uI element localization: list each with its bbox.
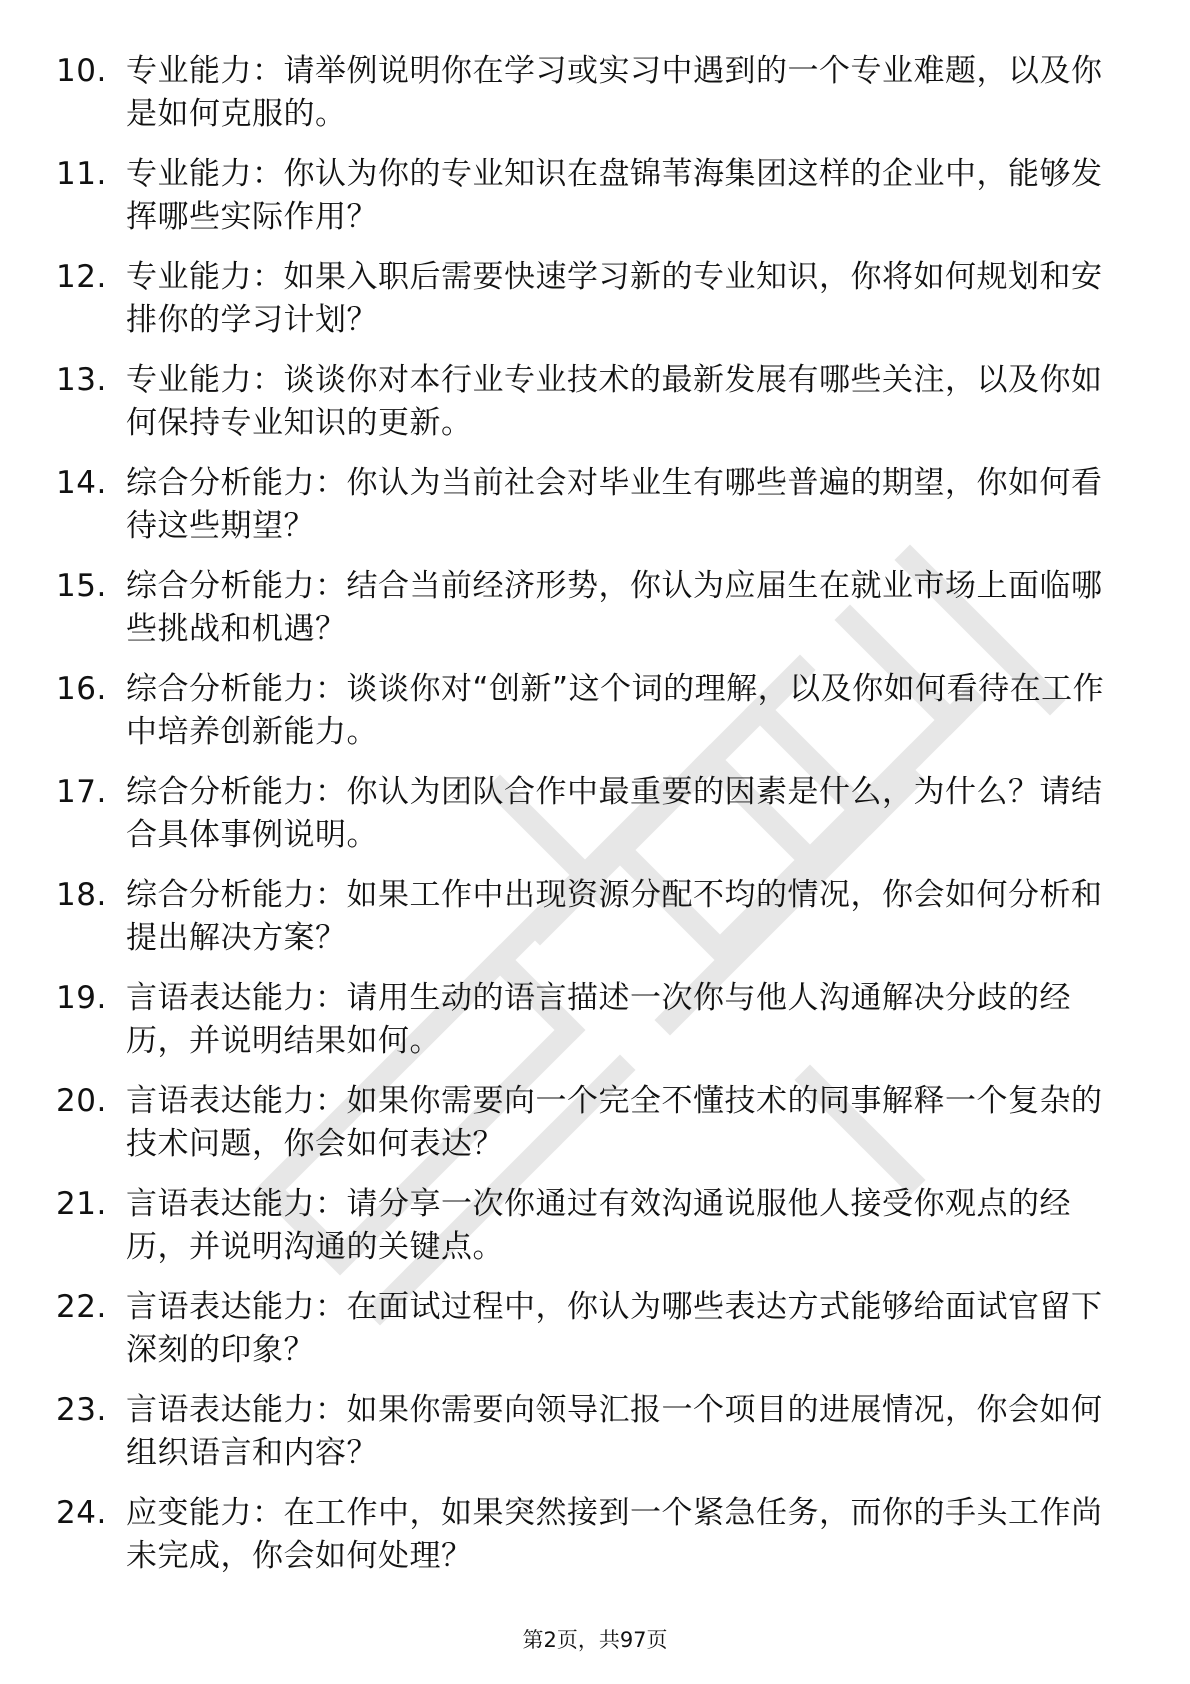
- question-number: 20.: [56, 1083, 107, 1119]
- question-item-17: [56, 771, 1116, 857]
- question-number: 16.: [56, 671, 107, 707]
- question-text: 应变能力：在工作中，如果突然接到一个紧急任务，而你的手头工作尚未完成，你会如何处理？: [126, 1495, 1103, 1574]
- question-text: 专业能力：如果入职后需要快速学习新的专业知识，你将如何规划和安排你的学习计划？: [126, 259, 1103, 338]
- question-number: 13.: [56, 362, 107, 398]
- question-item-12: [56, 256, 1116, 342]
- question-item-10: [56, 50, 1116, 136]
- question-item-23: [56, 1389, 1116, 1475]
- question-item-21: [56, 1183, 1116, 1269]
- question-item-19: [56, 977, 1116, 1063]
- question-text: 言语表达能力：请用生动的语言描述一次你与他人沟通解决分歧的经历，并说明结果如何。: [126, 980, 1071, 1059]
- question-text: 综合分析能力：你认为团队合作中最重要的因素是什么，为什么？请结合具体事例说明。: [126, 774, 1103, 853]
- question-item-16: [56, 668, 1116, 754]
- question-number: 15.: [56, 568, 107, 604]
- question-text: 综合分析能力：结合当前经济形势，你认为应届生在就业市场上面临哪些挑战和机遇？: [126, 568, 1103, 647]
- question-number: 14.: [56, 465, 107, 501]
- page-footer: [0, 1626, 1190, 1654]
- question-item-14: [56, 462, 1116, 548]
- question-number: 11.: [56, 156, 107, 192]
- question-item-13: [56, 359, 1116, 445]
- question-text: 言语表达能力：如果你需要向一个完全不懂技术的同事解释一个复杂的技术问题，你会如何表达？: [126, 1083, 1103, 1162]
- question-number: 23.: [56, 1392, 107, 1428]
- question-text: 综合分析能力：如果工作中出现资源分配不均的情况，你会如何分析和提出解决方案？: [126, 877, 1103, 956]
- question-text: 言语表达能力：如果你需要向领导汇报一个项目的进展情况，你会如何组织语言和内容？: [126, 1392, 1103, 1471]
- question-number: 12.: [56, 259, 107, 295]
- question-item-15: [56, 565, 1116, 651]
- question-item-20: [56, 1080, 1116, 1166]
- question-item-11: [56, 153, 1116, 239]
- question-text: 言语表达能力：请分享一次你通过有效沟通说服他人接受你观点的经历，并说明沟通的关键点。: [126, 1186, 1071, 1265]
- question-number: 19.: [56, 980, 107, 1016]
- page-indicator: 第2页，共97页: [522, 1628, 668, 1652]
- question-text: 专业能力：请举例说明你在学习或实习中遇到的一个专业难题，以及你是如何克服的。: [126, 53, 1103, 132]
- question-text: 专业能力：谈谈你对本行业专业技术的最新发展有哪些关注，以及你如何保持专业知识的更新。: [126, 362, 1103, 441]
- question-number: 22.: [56, 1289, 107, 1325]
- question-item-18: [56, 874, 1116, 960]
- question-text: 言语表达能力：在面试过程中，你认为哪些表达方式能够给面试官留下深刻的印象？: [126, 1289, 1103, 1368]
- question-item-24: [56, 1492, 1116, 1578]
- question-number: 10.: [56, 53, 107, 89]
- question-number: 24.: [56, 1495, 107, 1531]
- question-number: 18.: [56, 877, 107, 913]
- question-number: 21.: [56, 1186, 107, 1222]
- interview-question-list: [56, 50, 1116, 1595]
- question-text: 综合分析能力：你认为当前社会对毕业生有哪些普遍的期望，你如何看待这些期望？: [126, 465, 1103, 544]
- question-number: 17.: [56, 774, 107, 810]
- question-text: 专业能力：你认为你的专业知识在盘锦苇海集团这样的企业中，能够发挥哪些实际作用？: [126, 156, 1103, 235]
- question-text: 综合分析能力：谈谈你对“创新”这个词的理解，以及你如何看待在工作中培养创新能力。: [126, 671, 1105, 750]
- question-item-22: [56, 1286, 1116, 1372]
